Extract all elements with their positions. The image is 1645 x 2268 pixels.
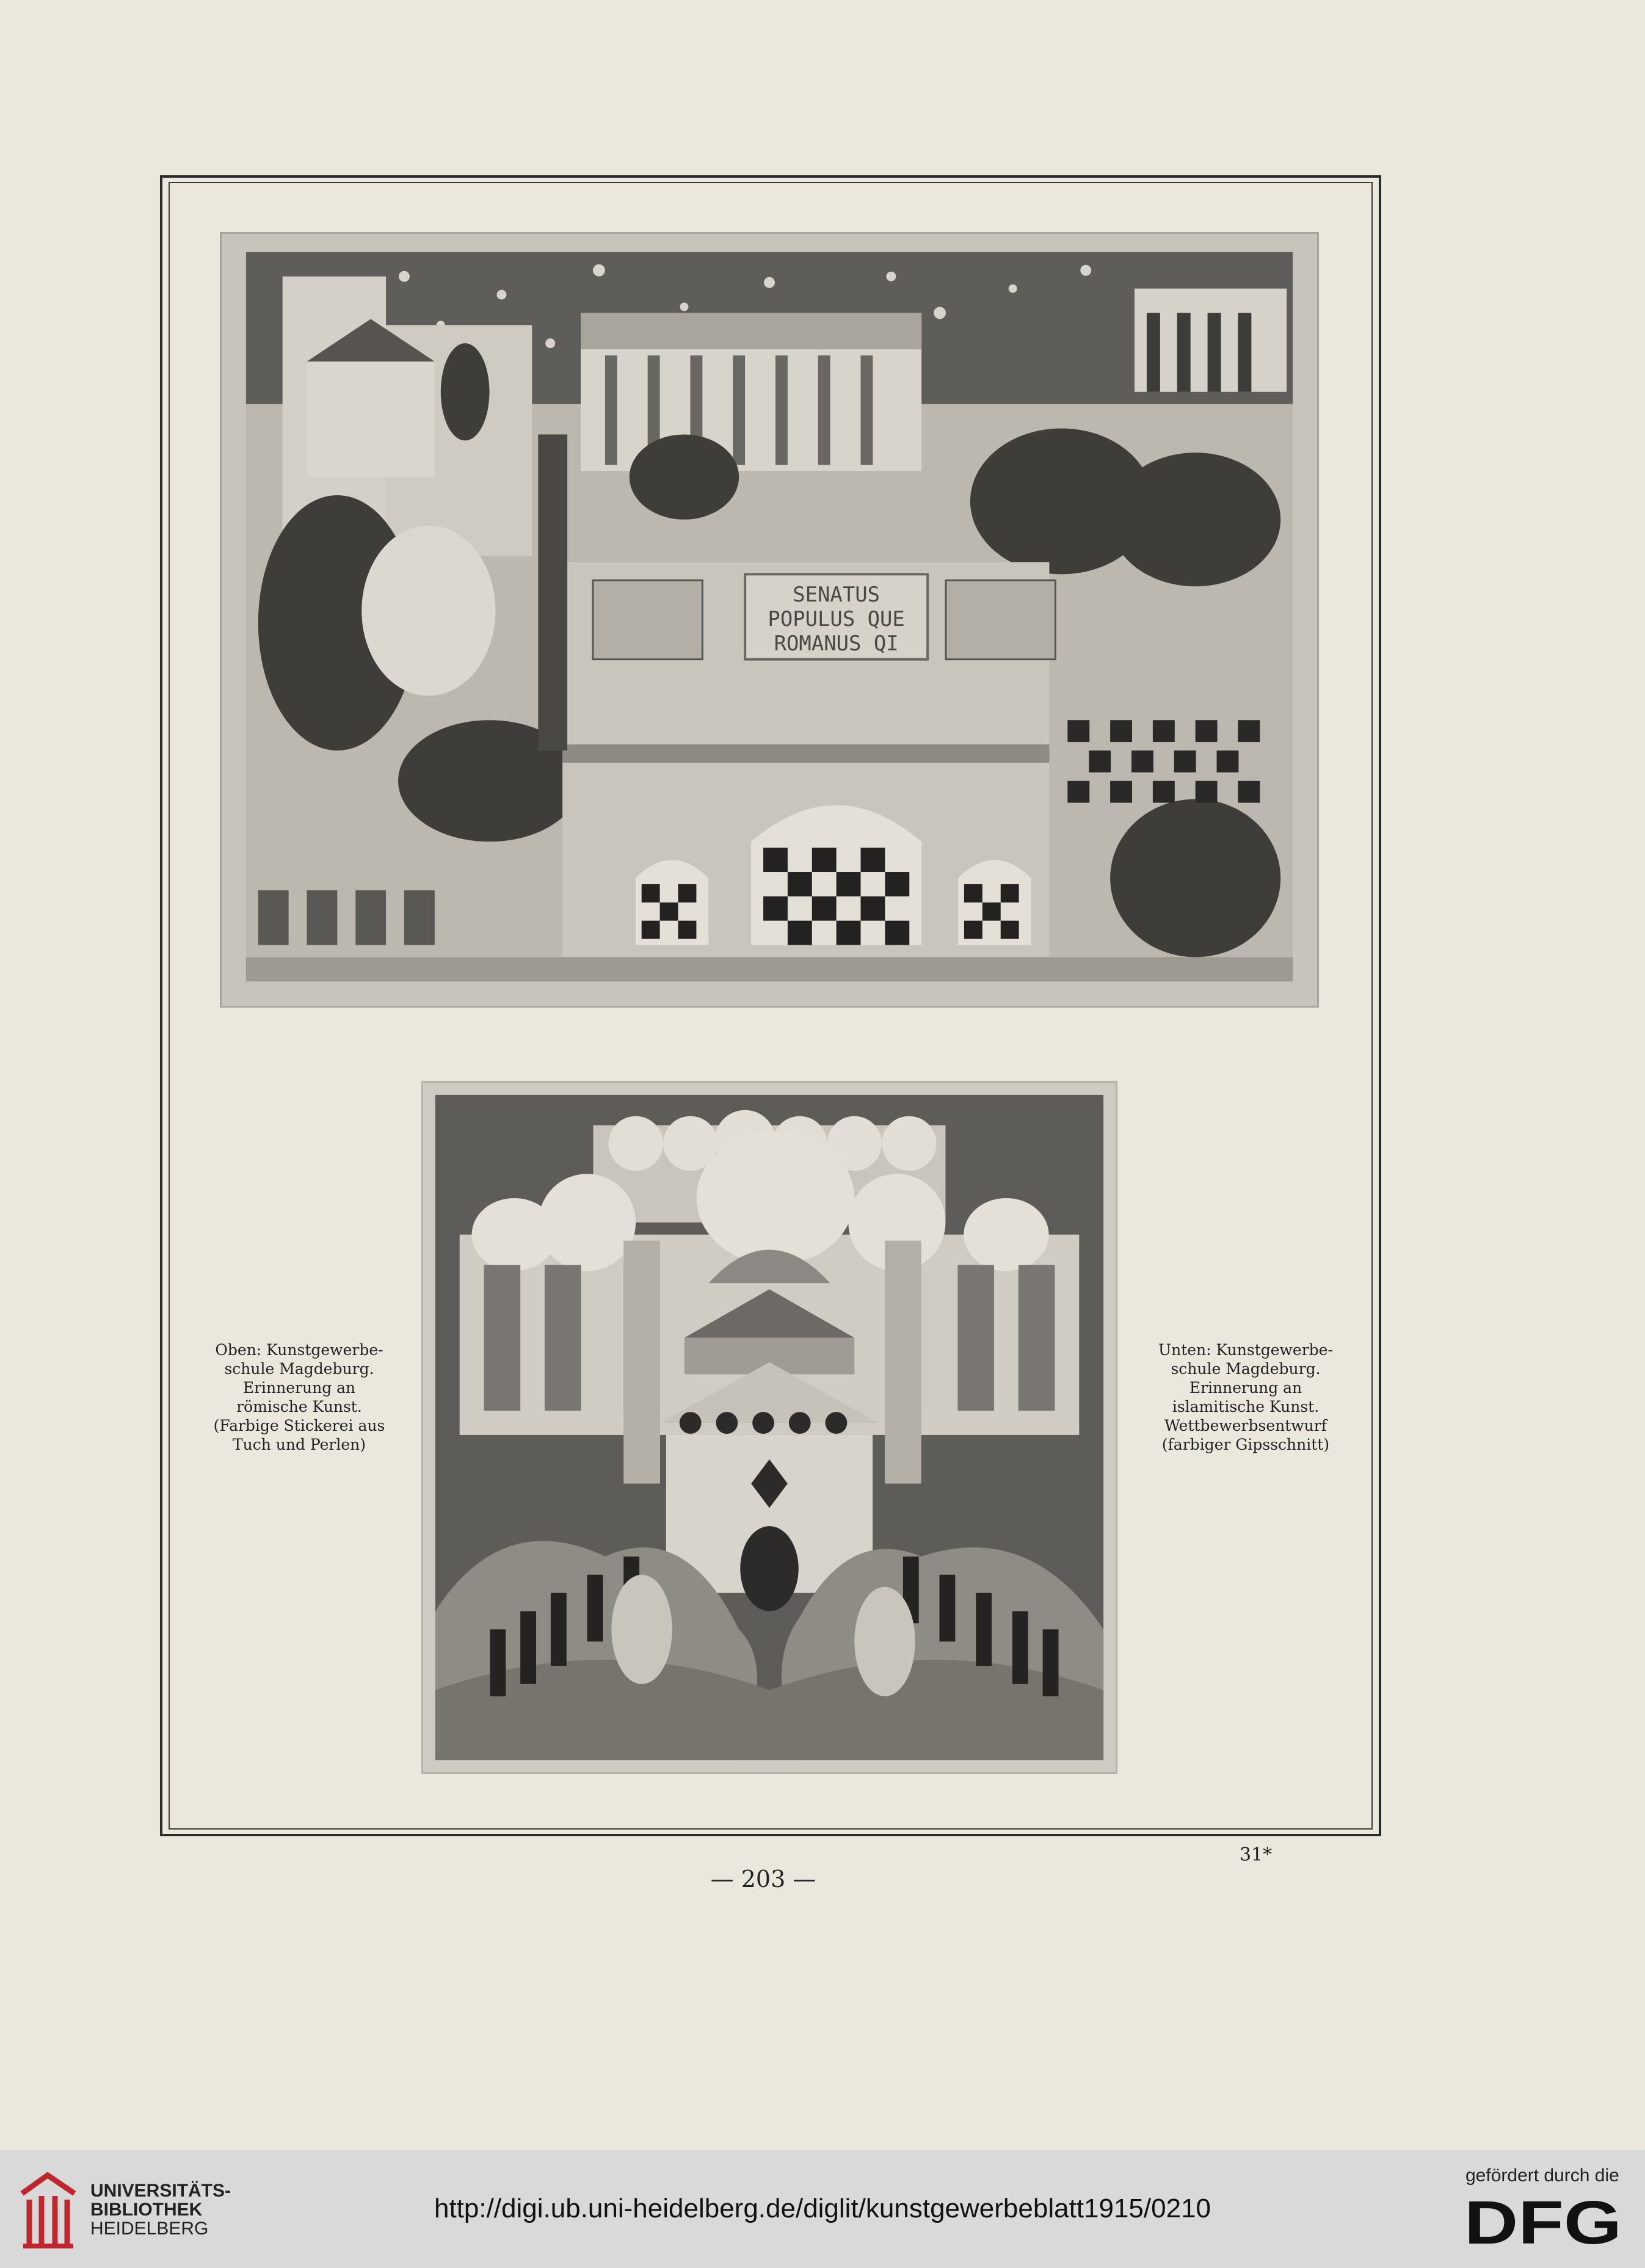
library-name-line-3: HEIDELBERG [90,2219,209,2239]
islamic-plaster-cut-illustration [423,1083,1116,1772]
inscription-line-2: POPULUS QUE [768,606,905,631]
viewer-footer [0,2150,1645,2268]
dfg-logo-icon [1464,2191,1622,2252]
plate-islamic-plaster-cut [421,1081,1117,1774]
caption-left-line-1: Oben: Kunstgewerbe- [215,1341,383,1359]
inscription-line-3: ROMANUS QI [774,631,899,655]
caption-right-line-2: schule Magdeburg. [1171,1360,1321,1378]
page-number: — 203 — [710,1866,816,1892]
caption-right-line-3: Erinnerung an [1189,1379,1302,1397]
caption-bottom-plate [1148,1340,1343,1454]
caption-left-line-2: schule Magdeburg. [224,1360,374,1378]
library-name-line-1: UNIVERSITÄTS- [90,2181,231,2201]
inscription-line-1: SENATUS [793,583,881,607]
caption-right-line-5: Wettbewerbsentwurf [1164,1417,1327,1434]
caption-top-plate [202,1340,397,1454]
caption-left-line-4: römische Kunst. [236,1398,362,1416]
caption-left-line-6: Tuch und Perlen) [232,1436,366,1453]
plate-roman-embroidery [220,232,1319,1008]
library-name-line-2: BIBLIOTHEK [90,2200,203,2220]
roman-embroidery-illustration [222,234,1317,1006]
dfg-logo-text: DFG [1464,2191,1622,2252]
signature-mark: 31* [1240,1844,1273,1866]
permalink-url[interactable]: http://digi.ub.uni-heidelberg.de/diglit/kunstgewerbeblatt1915/0210 [434,2193,1211,2223]
funded-by-label: gefördert durch die [1465,2165,1619,2186]
caption-right-line-6: (farbiger Gipsschnitt) [1161,1436,1330,1453]
caption-left-line-5: (Farbige Stickerei aus [213,1417,385,1434]
caption-right-line-4: islamitische Kunst. [1172,1398,1320,1416]
caption-right-line-1: Unten: Kunstgewerbe- [1158,1341,1333,1359]
caption-left-line-3: Erinnerung an [242,1379,356,1397]
